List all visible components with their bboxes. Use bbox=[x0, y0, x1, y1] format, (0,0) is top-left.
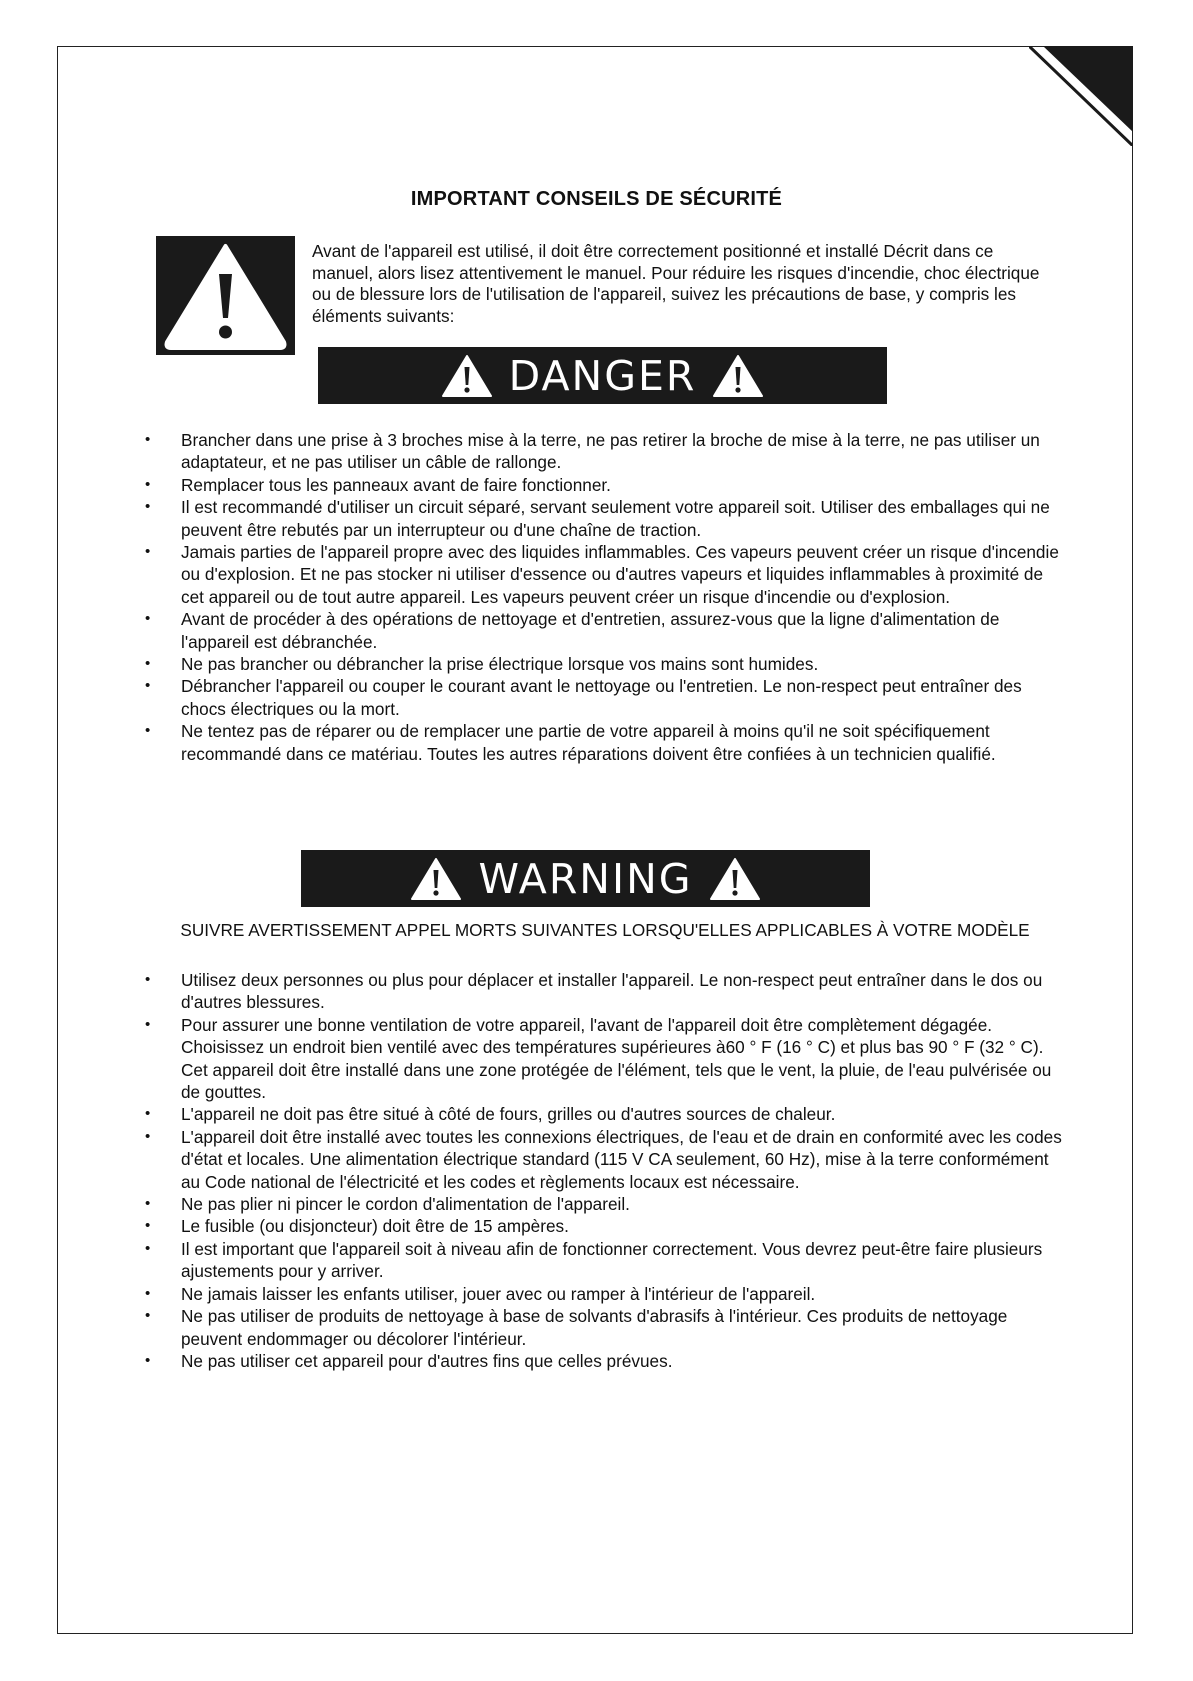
list-item: • L'appareil doit être installé avec toutes les connexions électriques, de l'eau et de drain en conformité avec les codes d'état et locales. Une alimentation électrique standard (115 V CA seulement, 60 Hz), mise à la terre conformément au Code national de l'électricité et les codes et règlements locaux est nécessaire. bbox=[145, 1126, 1065, 1193]
danger-label: DANGER bbox=[508, 351, 697, 400]
list-item: • Brancher dans une prise à 3 broches mise à la terre, ne pas retirer la broche de mise à la terre, ne pas utiliser un adaptateur, et ne pas utiliser un câble de rallonge. bbox=[145, 429, 1065, 474]
list-item: • Utilisez deux personnes ou plus pour déplacer et installer l'appareil. Le non-respect peut entraîner dans le dos ou d'autres blessures. bbox=[145, 969, 1065, 1014]
intro-paragraph: Avant de l'appareil est utilisé, il doit être correctement positionné et installé Décrit dans ce manuel, alors lisez attentivement le manuel. Pour réduire les risques d'incendie, choc électrique ou de blessure lors de l'utilisation de l'appareil, suivez les précautions de base, y compris les éléments suivants: bbox=[312, 241, 1040, 326]
list-item: • Ne pas brancher ou débrancher la prise électrique lorsque vos mains sont humides. bbox=[145, 653, 1065, 675]
list-item: • Ne jamais laisser les enfants utiliser, jouer avec ou ramper à l'intérieur de l'appareil. bbox=[145, 1283, 1065, 1305]
list-item: • Débrancher l'appareil ou couper le courant avant le nettoyage ou l'entretien. Le non-respect peut entraîner des chocs électriques ou la mort. bbox=[145, 675, 1065, 720]
list-item: • Ne pas utiliser de produits de nettoyage à base de solvants d'abrasifs à l'intérieur. Ces produits de nettoyage peuvent endommager ou décolorer l'intérieur. bbox=[145, 1305, 1065, 1350]
warning-triangle-icon bbox=[441, 354, 493, 398]
list-item: • Remplacer tous les panneaux avant de faire fonctionner. bbox=[145, 474, 1065, 496]
warning-list bbox=[145, 969, 1065, 1372]
warning-label: WARNING bbox=[478, 854, 693, 903]
corner-fold-mark bbox=[1029, 46, 1133, 146]
danger-banner bbox=[318, 347, 887, 404]
list-item: • Ne tentez pas de réparer ou de remplacer une partie de votre appareil à moins qu'il ne soit spécifiquement recommandé dans ce matériau. Toutes les autres réparations doivent être confiées à un technicien qualifié. bbox=[145, 720, 1065, 765]
page-title: IMPORTANT CONSEILS DE SÉCURITÉ bbox=[410, 188, 783, 210]
warning-heading: SUIVRE AVERTISSEMENT APPEL MORTS SUIVANTES LORSQU'ELLES APPLICABLES À VOTRE MODÈLE bbox=[180, 920, 1030, 940]
list-item: • Ne pas utiliser cet appareil pour d'autres fins que celles prévues. bbox=[145, 1350, 1065, 1372]
warning-triangle-icon bbox=[709, 857, 761, 901]
list-item: • Ne pas plier ni pincer le cordon d'alimentation de l'appareil. bbox=[145, 1193, 1065, 1215]
list-item: • Pour assurer une bonne ventilation de votre appareil, l'avant de l'appareil doit être complètement dégagée. Choisissez un endroit bien ventilé avec des températures supérieures à60 ° F (16 ° C) et plus bas 90 ° F (32 ° C). Cet appareil doit être installé dans une zone protégée de l'élément, tels que le vent, la pluie, de l'eau pulvérisée ou de gouttes. bbox=[145, 1014, 1065, 1104]
warning-banner bbox=[301, 850, 870, 907]
list-item: • Il est important que l'appareil soit à niveau afin de fonctionner correctement. Vous devrez peut-être faire plusieurs ajustements pour y arriver. bbox=[145, 1238, 1065, 1283]
warning-triangle-icon bbox=[712, 354, 764, 398]
warning-triangle-icon bbox=[156, 236, 295, 355]
list-item: • Il est recommandé d'utiliser un circuit séparé, servant seulement votre appareil soit. Utiliser des emballages qui ne peuvent être rebutés par un interrupteur ou d'une chaîne de traction. bbox=[145, 496, 1065, 541]
list-item: • L'appareil ne doit pas être situé à côté de fours, grilles ou d'autres sources de chaleur. bbox=[145, 1103, 1065, 1125]
danger-list bbox=[145, 429, 1065, 765]
list-item: • Jamais parties de l'appareil propre avec des liquides inflammables. Ces vapeurs peuvent créer un risque d'incendie ou d'explosion. Et ne pas stocker ni utiliser d'essence ou d'autres vapeurs et liquides inflammables à proximité de cet appareil ou de tout autre appareil. Les vapeurs peuvent créer un risque d'incendie ou d'explosion. bbox=[145, 541, 1065, 608]
list-item: • Avant de procéder à des opérations de nettoyage et d'entretien, assurez-vous que la ligne d'alimentation de l'appareil est débranchée. bbox=[145, 608, 1065, 653]
list-item: • Le fusible (ou disjoncteur) doit être de 15 ampères. bbox=[145, 1215, 1065, 1237]
warning-triangle-icon bbox=[410, 857, 462, 901]
